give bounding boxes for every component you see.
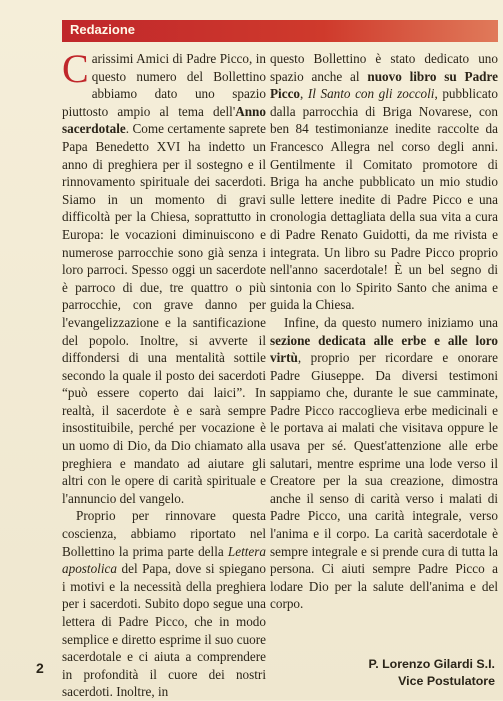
text-run: Infine, da questo numero iniziamo una xyxy=(284,314,498,330)
right-column xyxy=(270,50,498,613)
signature xyxy=(369,656,495,690)
text-run: , pubblicato dalla parrocchia di Briga Novarese, con ben 84 testimonianze inedite raccolte da Francesco Allegra nel corso degli anni. Gentilmente il Comitato promotore di Briga ha anche pubblicato un mio studio sulle lettere inedite di Padre Picco e una cronologia dettagliata della sua vita a cura di Padre Renato Guidotti, da me rivista e integrata. Un libro su Padre Picco proprio nell'anno sacerdotale! È un bel segno di sintonia con lo Spirito Santo che anima e guida la Chiesa. xyxy=(270,86,498,313)
paragraph xyxy=(270,314,498,613)
text-run: questo Bollettino è stato dedicato uno spazio anche al xyxy=(270,51,498,84)
paragraph xyxy=(270,50,498,314)
paragraph xyxy=(62,507,266,701)
page-number: 2 xyxy=(36,660,44,676)
bold-text: nuovo libro su Padre Picco xyxy=(270,68,498,102)
drop-cap: C xyxy=(62,46,89,91)
text-run: . Come certamente saprete Papa Benedetto XVI ha indetto un anno di preghiera per il sostegno e il rinnovamento spirituale dei sacerdoti. Siamo in un momento di gravi difficoltà per la Chiesa, soprattutto in Europa: le vocazioni diminuiscono e numerose parrocchie sono già senza i loro parroci. Spesso oggi un sacerdote è parroco di due, tre quattro o più parrocchie, con grave danno per l'evangelizzazione e la santificazione del popolo. Inoltre, si avverte il diffondersi di una mentalità sottile secondo la quale il posto dei sacerdoti “può essere coperto dai laici”. In realtà, il sacerdote è e sarà sempre insostituibile, perché per vocazione è un uomo di Dio, da Dio chiamato alla preghiera e mandato ad aiutare gli altri con le opere di carità spirituale e l'annuncio del vangelo. xyxy=(62,121,266,506)
italic-text: Il Santo con gli zoccoli xyxy=(307,86,435,102)
text-run: Proprio per rinnovare questa coscienza, abbiamo riportato nel Bollettino la prima parte della xyxy=(62,508,266,559)
italic-text: Lettera apostolica xyxy=(62,543,266,577)
section-title: Redazione xyxy=(70,22,136,37)
signature-role: Vice Postulatore xyxy=(398,674,495,688)
text-run: del Papa, dove si spiegano i motivi e la necessità della preghiera per i sacerdoti. Subito dopo segue una lettera di Padre Picco, che in modo semplice e diretto esprime il suo cuore sacerdotale e ci aiuta a comprendere in profondità il cuore dei nostri sacerdoti. Inoltre, in xyxy=(62,561,266,700)
text-run: , proprio per ricordare e onorare Padre Giuseppe. Da diversi testimoni sappiamo che, durante le sue camminate, Padre Picco raccoglieva erbe medicinali e le portava ai malati che visitava oppure le usava per sé. Quest'attenzione alle erbe salutari, mentre esprime una lode verso il Creatore per la sua creazione, dimostra anche il senso di carità verso i malati di Padre Picco, una carità integrale, verso l'anima e il corpo. La carità sacerdotale è sempre integrale e si prende cura di tutta la persona. Ci aiuti sempre Padre Picco a lodare Dio per la salute dell'anima e del corpo. xyxy=(270,350,498,612)
bold-text: sezione dedicata alle erbe e alle loro virtù xyxy=(270,332,498,366)
text-run: arissimi Amici di Padre Picco, in questo numero del Bollettino abbiamo dato uno spazio piuttosto ampio al tema dell' xyxy=(62,51,266,119)
text-run: , xyxy=(300,86,308,102)
left-column xyxy=(62,46,266,701)
signature-name: P. Lorenzo Gilardi S.I. xyxy=(368,657,495,671)
bold-text: Anno sacerdotale xyxy=(62,103,266,137)
section-header-bar xyxy=(62,20,498,42)
paragraph xyxy=(62,46,266,507)
